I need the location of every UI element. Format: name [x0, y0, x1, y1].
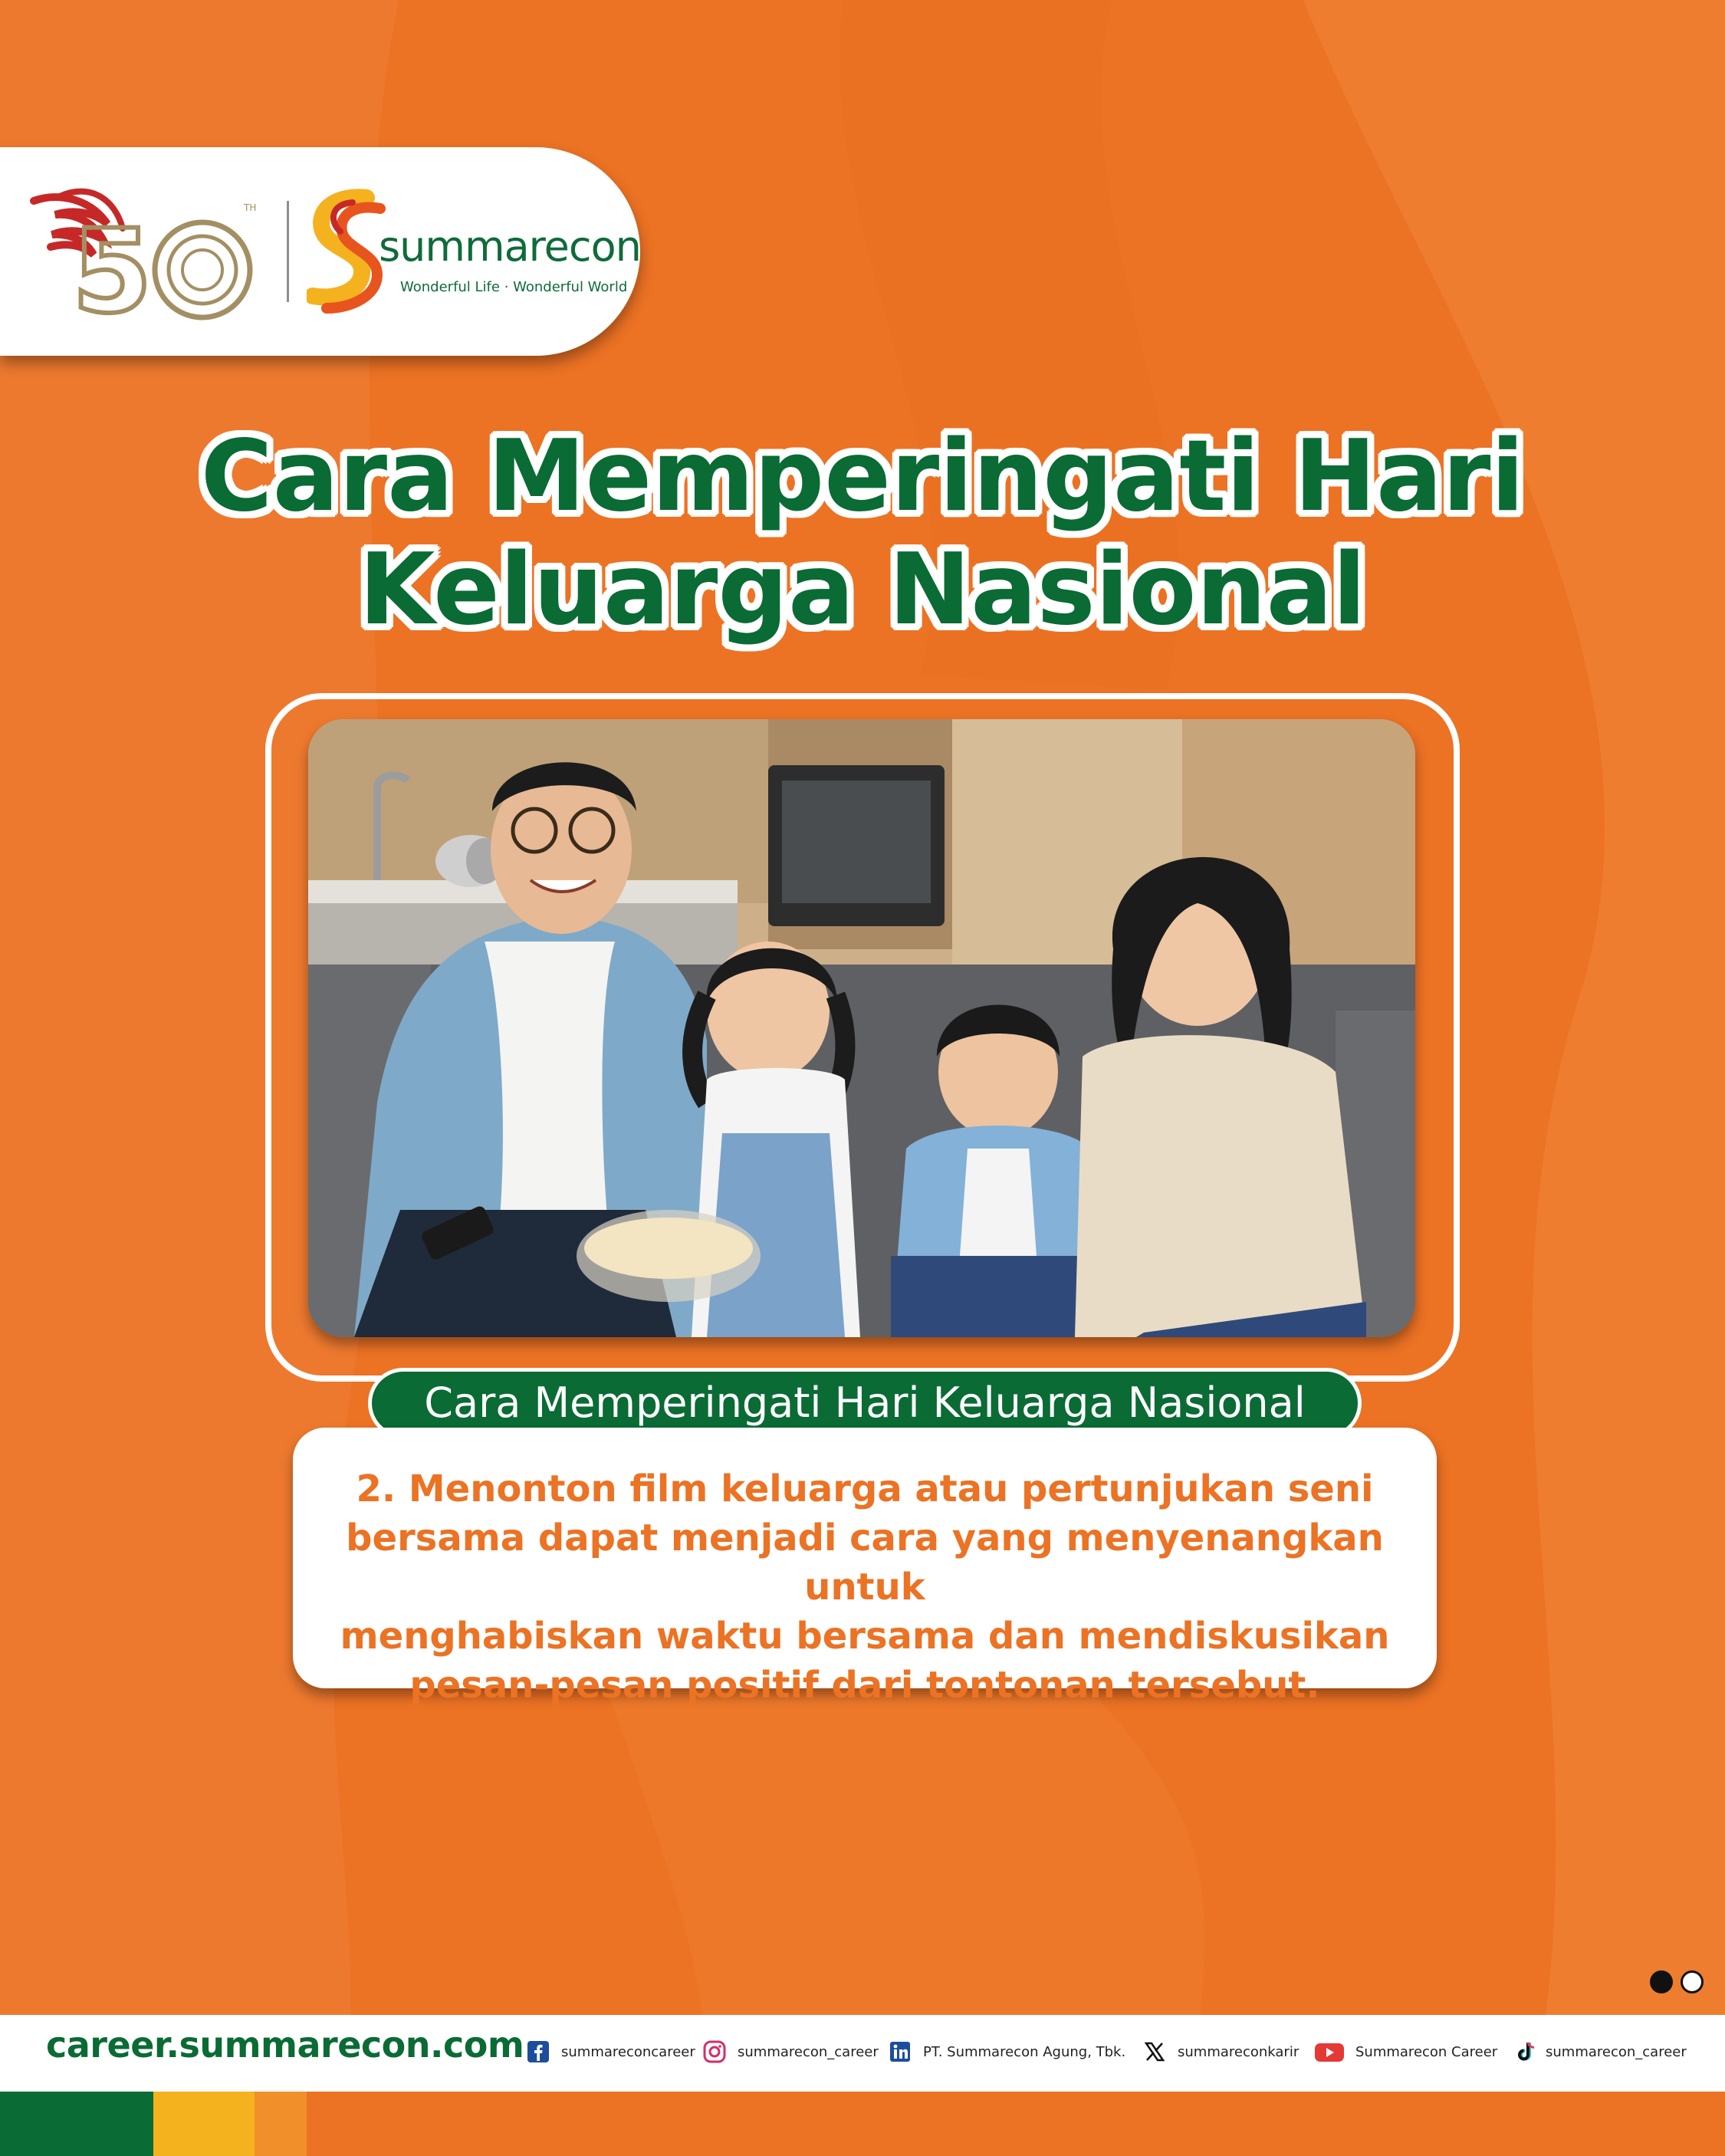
- family-photo: [308, 719, 1415, 1337]
- social-instagram[interactable]: [702, 2038, 879, 2066]
- brand-tagline: Wonderful Life · Wonderful World: [400, 279, 628, 295]
- anniversary-th-mark: TH: [244, 202, 257, 213]
- bottom-stripe-light-orange: [255, 2092, 307, 2156]
- instagram-handle: summarecon_career: [738, 2043, 879, 2060]
- tiktok-handle: summarecon_career: [1546, 2043, 1687, 2060]
- youtube-icon: [1314, 2039, 1345, 2064]
- x-handle: summareconkarir: [1178, 2043, 1300, 2060]
- social-facebook[interactable]: [526, 2038, 695, 2066]
- bottom-stripe-orange: [307, 2092, 1725, 2156]
- title-line-2: Keluarga Nasional: [359, 533, 1366, 647]
- page-title: [0, 420, 1725, 647]
- instagram-icon: [702, 2039, 727, 2064]
- title-line-1: Cara Memperingati Hari: [200, 419, 1525, 534]
- x-icon: [1142, 2039, 1167, 2064]
- footer-bar: [0, 2015, 1725, 2092]
- brand-name: summarecon: [379, 222, 641, 271]
- anniversary-50-logo: [29, 169, 274, 337]
- pagination-dot-active[interactable]: [1650, 1970, 1673, 1993]
- linkedin-icon: [888, 2039, 912, 2064]
- bottom-stripe-yellow: [153, 2092, 255, 2156]
- social-linkedin[interactable]: [888, 2038, 1125, 2066]
- tiktok-icon: [1515, 2039, 1539, 2064]
- facebook-handle: summareconcareer: [561, 2043, 695, 2060]
- career-website-link[interactable]: career.summarecon.com: [46, 2024, 524, 2066]
- svg-text:5: 5: [72, 205, 153, 337]
- logo-divider: [287, 201, 289, 302]
- youtube-handle: Summarecon Career: [1355, 2043, 1498, 2060]
- social-youtube[interactable]: [1314, 2038, 1497, 2066]
- social-x[interactable]: [1142, 2038, 1299, 2066]
- linkedin-handle: PT. Summarecon Agung, Tbk.: [923, 2043, 1126, 2060]
- pagination-dot-inactive[interactable]: [1681, 1970, 1704, 1993]
- bottom-stripe-green: [0, 2092, 153, 2156]
- body-text: 2. Menonton film keluarga atau pertunjukan seni bersama dapat menjadi cara yang menyenangkan untuk menghabiskan waktu bersama dan mendiskusikan pesan-pesan positif dari tontonan tersebut.: [340, 1467, 1390, 1707]
- logo-banner: [0, 147, 640, 356]
- social-tiktok[interactable]: [1515, 2038, 1687, 2066]
- family-photo-illustration: [308, 719, 1415, 1337]
- section-label: Cara Memperingati Hari Keluarga Nasional: [368, 1368, 1362, 1438]
- content-card: [293, 1428, 1437, 1707]
- facebook-icon: [526, 2039, 550, 2064]
